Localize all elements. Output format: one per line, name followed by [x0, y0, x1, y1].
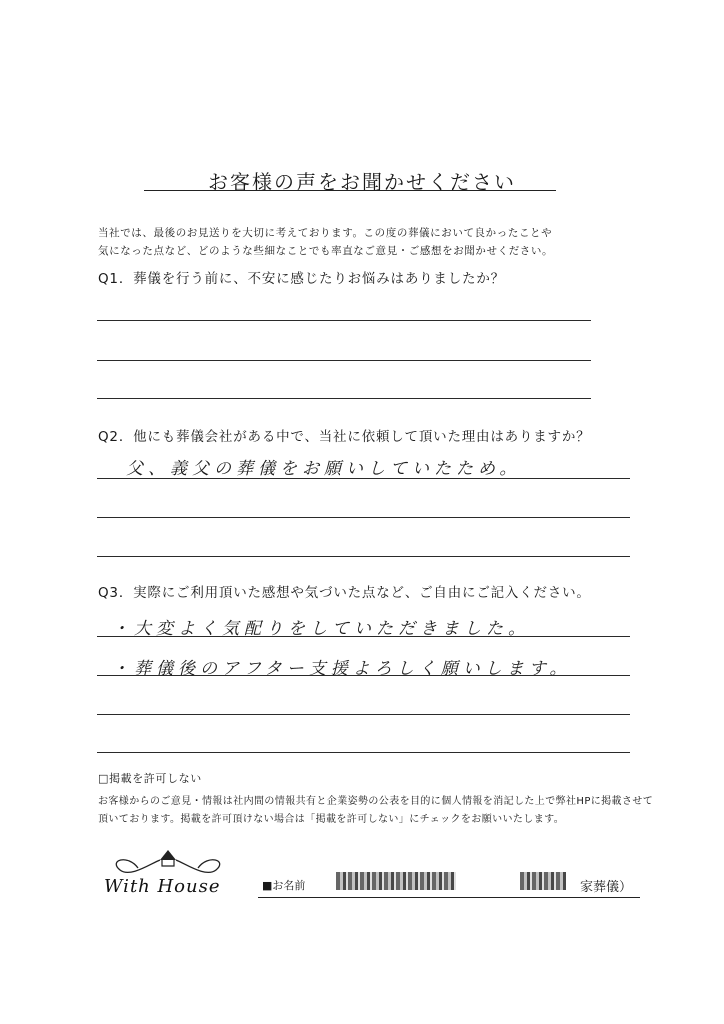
name-label: ■お名前 [262, 879, 306, 892]
name-suffix: 家葬儀） [580, 880, 633, 895]
redacted-name-suffix [520, 872, 566, 890]
page-title: お客様の声をお聞かせください [208, 170, 516, 194]
notice-line-2: 頂いております。掲載を許可頂けない場合は「掲載を許可しない」にチェックをお願いいたします。 [98, 814, 565, 825]
answer-line [97, 320, 591, 321]
answer-line [97, 360, 591, 361]
answer-line [97, 398, 591, 399]
no-publish-checkbox-label[interactable]: □掲載を許可しない [98, 772, 202, 785]
question-1-label: Q1．葬儀を行う前に、不安に感じたりお悩みはありましたか？ [98, 271, 505, 287]
question-3-label: Q3．実際にご利用頂いた感想や気づいた点など、ご自由にご記入ください。 [98, 585, 591, 601]
question-2-label: Q2．他にも葬儀会社がある中で、当社に依頼して頂いた理由はありますか？ [98, 429, 591, 445]
redacted-name [336, 872, 456, 890]
answer-line [97, 714, 630, 715]
answer-line [97, 636, 630, 637]
answer-line [97, 556, 630, 557]
logo-text: With House [104, 876, 221, 897]
title-underline [144, 190, 556, 191]
handwritten-answer: 父、義父の葬儀をお願いしていたため。 [126, 459, 522, 479]
handwritten-answer: ・大変よく気配りをしていただきました。 [112, 619, 530, 639]
intro-line-1: 当社では、最後のお見送りを大切に考えております。この度の葬儀において良かったことや [98, 227, 553, 239]
intro-line-2: 気になった点など、どのような些細なことでも率直なご意見・ご感想をお聞かせください。 [98, 245, 554, 257]
answer-line [97, 752, 630, 753]
answer-line [97, 517, 630, 518]
answer-line [97, 478, 630, 479]
name-underline [258, 897, 640, 898]
notice-line-1: お客様からのご意見・情報は社内間の情報共有と企業姿勢の公表を目的に個人情報を消記した上で弊社HPに掲載させて [98, 796, 654, 807]
handwritten-answer: ・葬儀後のアフター支援よろしく願いします。 [112, 659, 572, 679]
answer-line [97, 675, 630, 676]
